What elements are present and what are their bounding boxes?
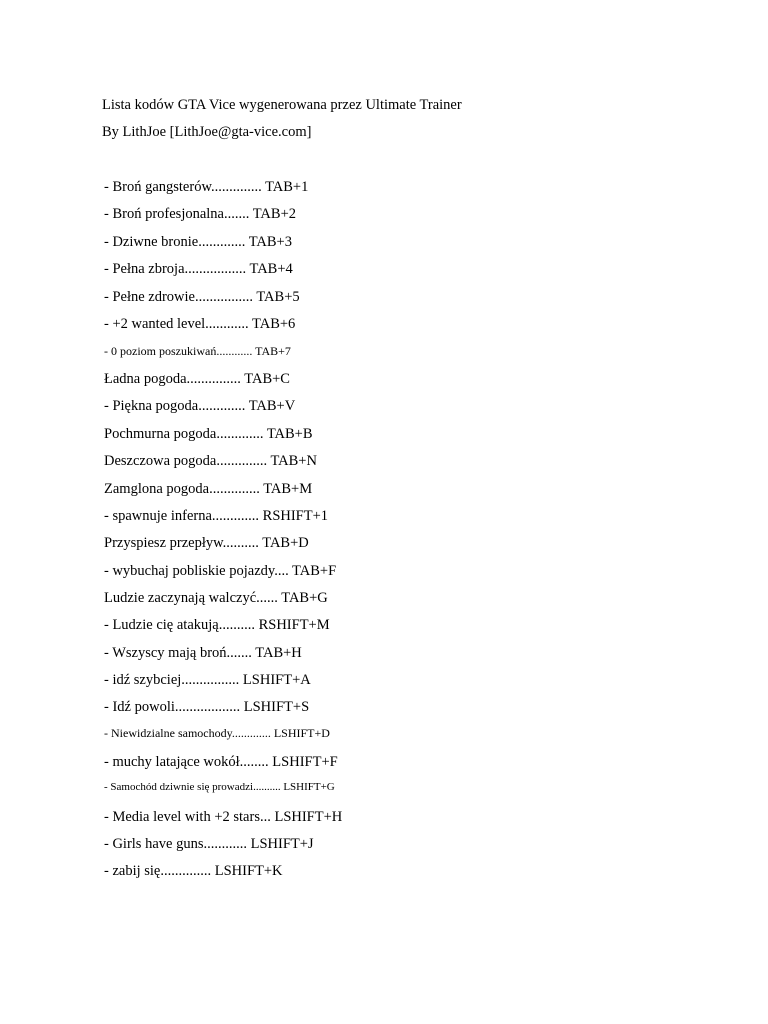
- code-entry: Pochmurna pogoda............. TAB+B: [104, 426, 313, 442]
- code-entry: Ładna pogoda............... TAB+C: [104, 371, 290, 387]
- code-entry: - wybuchaj pobliskie pojazdy.... TAB+F: [104, 563, 337, 579]
- code-entry: - 0 poziom poszukiwań............ TAB+7: [104, 344, 291, 358]
- code-entry: - idź szybciej................ LSHIFT+A: [104, 672, 311, 688]
- code-entry: - Girls have guns............ LSHIFT+J: [104, 836, 314, 852]
- code-entry: - muchy latające wokół........ LSHIFT+F: [104, 754, 338, 770]
- code-entry: - Samochód dziwnie się prowadzi.......... LSHIFT+G: [104, 781, 335, 793]
- code-entry: - spawnuje inferna............. RSHIFT+1: [104, 508, 329, 524]
- code-entry: - zabij się.............. LSHIFT+K: [104, 863, 283, 879]
- code-entry: - Dziwne bronie............. TAB+3: [104, 234, 292, 250]
- code-entry: - Niewidzialne samochody............. LSHIFT+D: [104, 726, 330, 740]
- code-entry: Przyspiesz przepływ.......... TAB+D: [104, 535, 309, 551]
- code-entry: - Pełne zdrowie................ TAB+5: [104, 289, 300, 305]
- code-entry: - Wszyscy mają broń....... TAB+H: [104, 645, 302, 661]
- code-entry: - Idź powoli.................. LSHIFT+S: [104, 699, 310, 715]
- document-author: By LithJoe [LithJoe@gta-vice.com]: [102, 124, 312, 140]
- code-entry: - Broń gangsterów.............. TAB+1: [104, 179, 309, 195]
- code-entry: Ludzie zaczynają walczyć...... TAB+G: [104, 590, 328, 606]
- code-entry: - Ludzie cię atakują.......... RSHIFT+M: [104, 617, 330, 633]
- code-entry: - Media level with +2 stars... LSHIFT+H: [104, 809, 343, 825]
- code-entry: - Broń profesjonalna....... TAB+2: [104, 206, 296, 222]
- code-entry: - Piękna pogoda............. TAB+V: [104, 398, 296, 414]
- document-title: Lista kodów GTA Vice wygenerowana przez Ultimate Trainer: [102, 97, 462, 113]
- code-entry: Deszczowa pogoda.............. TAB+N: [104, 453, 317, 469]
- code-entry: - +2 wanted level............ TAB+6: [104, 316, 296, 332]
- code-entry: Zamglona pogoda.............. TAB+M: [104, 481, 313, 497]
- code-entry: - Pełna zbroja................. TAB+4: [104, 261, 293, 277]
